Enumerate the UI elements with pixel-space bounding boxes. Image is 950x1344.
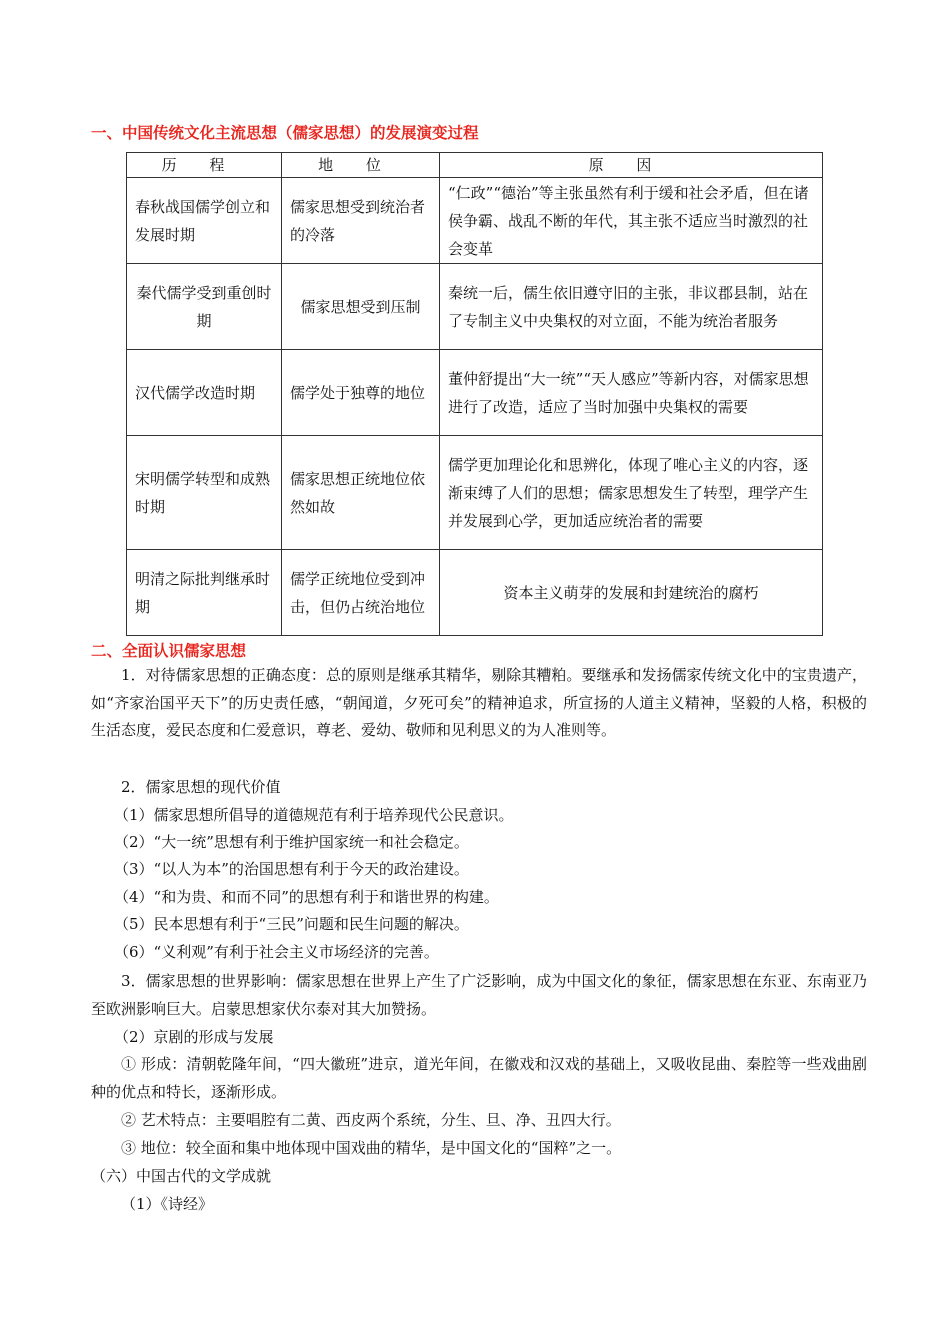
peking-opera-formation: ① 形成：清朝乾隆年间，“四大徽班”进京，道光年间，在徽戏和汉戏的基础上，又吸收昆曲、秦腔等一些戏曲剧种的优点和特长，逐渐形成。: [91, 1055, 867, 1101]
list-item: （5）民本思想有利于“三民”问题和民生问题的解决。: [114, 915, 469, 933]
period-cell: 明清之际批判继承时期: [127, 550, 282, 636]
table-row: [127, 178, 823, 264]
list-item: （1）儒家思想所倡导的道德规范有利于培养现代公民意识。: [114, 806, 514, 824]
reason-cell: “仁政”“德治”等主张虽然有利于缓和社会矛盾，但在诸侯争霸、战乱不断的年代，其主张不适应当时激烈的社会变革: [440, 178, 823, 264]
peking-opera-features: ② 艺术特点：主要唱腔有二黄、西皮两个系统，分生、旦、净、丑四大行。: [121, 1111, 621, 1129]
table-row: [127, 550, 823, 636]
literature-item: （1）《诗经》: [121, 1195, 214, 1213]
header-status: 地 位: [282, 153, 440, 178]
reason-cell: 秦统一后，儒生依旧遵守旧的主张，非议郡县制，站在了专制主义中央集权的对立面，不能为统治者服务: [440, 264, 823, 350]
table-row: [127, 436, 823, 550]
status-cell: 儒学正统地位受到冲击，但仍占统治地位: [282, 550, 440, 636]
period-cell: 宋明儒学转型和成熟时期: [127, 436, 282, 550]
status-cell: 儒家思想受到统治者的冷落: [282, 178, 440, 264]
status-cell: 儒家思想正统地位依然如故: [282, 436, 440, 550]
reason-cell: 资本主义萌芽的发展和封建统治的腐朽: [440, 550, 823, 636]
list-item: （4）“和为贵、和而不同”的思想有利于和谐世界的构建。: [114, 888, 499, 906]
reason-cell: 儒学更加理论化和思辨化，体现了唯心主义的内容，逐渐束缚了人们的思想；儒家思想发生了转型，理学产生并发展到心学，更加适应统治者的需要: [440, 436, 823, 550]
table-row: [127, 264, 823, 350]
section-heading-1: 一、中国传统文化主流思想（儒家思想）的发展演变过程: [91, 124, 479, 142]
confucianism-development-table: [126, 152, 823, 636]
period-cell: 汉代儒学改造时期: [127, 350, 282, 436]
status-cell: 儒家思想受到压制: [282, 264, 440, 350]
status-cell: 儒学处于独尊的地位: [282, 350, 440, 436]
table-row: [127, 350, 823, 436]
attitude-paragraph: 1．对待儒家思想的正确态度：总的原则是继承其精华，剔除其糟粕。要继承和发扬儒家传统文化中的宝贵遗产，如“齐家治国平天下”的历史责任感，“朝闻道，夕死可矣”的精神追求，所宣扬的人道主义精神，坚毅的人格，积极的生活态度，爱民态度和仁爱意识，尊老、爱幼、敬师和见利思义的为人准则等。: [91, 666, 867, 739]
list-item: （6）“义利观”有利于社会主义市场经济的完善。: [114, 943, 439, 961]
literature-section-title: （六）中国古代的文学成就: [91, 1167, 272, 1185]
list-item: （2）“大一统”思想有利于维护国家统一和社会稳定。: [114, 833, 469, 851]
peking-opera-title: （2）京剧的形成与发展: [114, 1028, 274, 1046]
header-reason: 原 因: [440, 153, 823, 178]
period-cell: 春秋战国儒学创立和发展时期: [127, 178, 282, 264]
table-header-row: [127, 153, 823, 178]
section-heading-2: 二、全面认识儒家思想: [91, 642, 247, 660]
header-period: 历 程: [127, 153, 282, 178]
modern-value-title: 2．儒家思想的现代价值: [121, 778, 281, 796]
peking-opera-status: ③ 地位：较全面和集中地体现中国戏曲的精华，是中国文化的“国粹”之一。: [121, 1139, 622, 1157]
period-cell: 秦代儒学受到重创时期: [127, 264, 282, 350]
reason-cell: 董仲舒提出“大一统”“天人感应”等新内容，对儒家思想进行了改造，适应了当时加强中央集权的需要: [440, 350, 823, 436]
world-influence-paragraph: 3．儒家思想的世界影响：儒家思想在世界上产生了广泛影响，成为中国文化的象征，儒家思想在东亚、东南亚乃至欧洲影响巨大。启蒙思想家伏尔泰对其大加赞扬。: [91, 972, 867, 1018]
list-item: （3）“以人为本”的治国思想有利于今天的政治建设。: [114, 860, 469, 878]
